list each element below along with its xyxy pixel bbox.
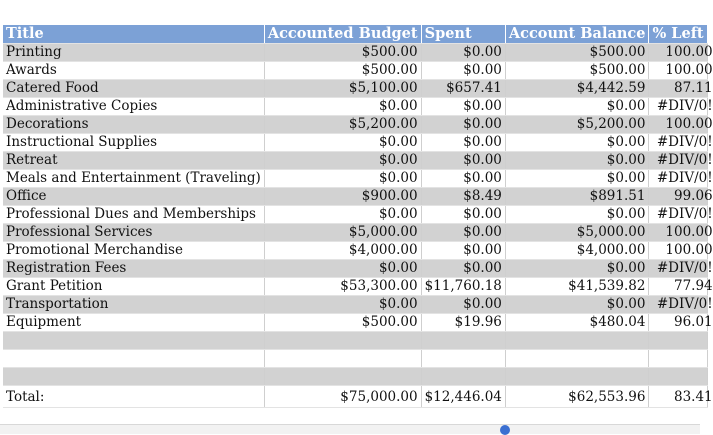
cell-budget[interactable]: $0.00 (264, 169, 421, 187)
cell-title[interactable]: Registration Fees (3, 259, 264, 277)
table-row (3, 115, 707, 133)
total-row (3, 385, 707, 407)
cell-title[interactable]: Equipment (3, 313, 264, 331)
cell-spent[interactable]: $0.00 (421, 169, 505, 187)
table-row (3, 151, 707, 169)
toolbar-strip (0, 0, 700, 25)
table-row (3, 277, 707, 295)
cell-balance[interactable]: $41,539.82 (505, 277, 649, 295)
total-label[interactable]: Total: (3, 385, 264, 407)
header-budget[interactable]: Accounted Budget (264, 25, 421, 43)
budget-table (3, 25, 713, 408)
cell-spent[interactable]: $0.00 (421, 295, 505, 313)
cell-budget[interactable]: $0.00 (264, 133, 421, 151)
blank-row (3, 331, 707, 349)
table-row (3, 187, 707, 205)
table-row (3, 313, 707, 331)
cell-title[interactable]: Promotional Merchandise (3, 241, 264, 259)
table-row (3, 295, 707, 313)
empty-cell[interactable] (505, 367, 649, 385)
percent-value: #DIV/0! (656, 97, 713, 114)
cell-percent-left[interactable] (649, 259, 713, 277)
cell-percent-left[interactable] (649, 169, 713, 187)
percent-value: 99.06 (673, 187, 713, 204)
cell-percent-left[interactable] (649, 277, 713, 295)
cell-balance[interactable]: $0.00 (505, 169, 649, 187)
cell-budget[interactable]: $500.00 (264, 43, 421, 61)
percent-value: 100.00 (665, 61, 713, 78)
cell-title[interactable]: Professional Dues and Memberships (3, 205, 264, 223)
sheet-bottom-bar (0, 424, 700, 434)
cell-budget[interactable]: $0.00 (264, 259, 421, 277)
percent-value: #DIV/0! (656, 133, 713, 150)
cell-title[interactable]: Awards (3, 61, 264, 79)
cell-title[interactable]: Office (3, 187, 264, 205)
cell-balance[interactable]: $480.04 (505, 313, 649, 331)
cell-balance[interactable]: $5,200.00 (505, 115, 649, 133)
percent-value: 77.94 (673, 277, 713, 294)
header-row (3, 25, 707, 43)
empty-cell[interactable] (264, 349, 421, 367)
cell-budget[interactable]: $0.00 (264, 97, 421, 115)
percent-value: 100.00 (665, 241, 713, 258)
percent-value: #DIV/0! (656, 259, 713, 276)
empty-cell[interactable] (505, 349, 649, 367)
cell-budget[interactable]: $4,000.00 (264, 241, 421, 259)
cell-percent-left[interactable] (649, 43, 713, 61)
table-row (3, 259, 707, 277)
cell-spent[interactable]: $0.00 (421, 133, 505, 151)
table-row (3, 241, 707, 259)
cell-balance[interactable]: $0.00 (505, 133, 649, 151)
empty-cell[interactable] (649, 349, 707, 367)
table-row (3, 205, 707, 223)
cell-spent[interactable]: $657.41 (421, 79, 505, 97)
cell-spent[interactable]: $0.00 (421, 241, 505, 259)
cell-balance[interactable]: $0.00 (505, 295, 649, 313)
cell-budget[interactable]: $0.00 (264, 151, 421, 169)
cell-percent-left[interactable] (649, 223, 713, 241)
blank-row (3, 367, 707, 385)
cell-budget[interactable]: $900.00 (264, 187, 421, 205)
cell-balance[interactable]: $0.00 (505, 259, 649, 277)
cell-balance[interactable]: $500.00 (505, 43, 649, 61)
table-row (3, 97, 707, 115)
cell-title[interactable]: Decorations (3, 115, 264, 133)
cell-balance[interactable]: $891.51 (505, 187, 649, 205)
cell-spent[interactable]: $0.00 (421, 259, 505, 277)
blank-row (3, 349, 707, 367)
cell-title[interactable]: Printing (3, 43, 264, 61)
empty-cell[interactable] (264, 331, 421, 349)
percent-value: #DIV/0! (656, 295, 713, 312)
header-title[interactable]: Title (3, 25, 264, 43)
total-budget[interactable]: $75,000.00 (264, 385, 421, 407)
empty-cell[interactable] (649, 331, 707, 349)
percent-value: #DIV/0! (656, 151, 713, 168)
cell-title[interactable]: Transportation (3, 295, 264, 313)
empty-cell[interactable] (3, 331, 264, 349)
empty-cell[interactable] (421, 367, 505, 385)
cell-percent-left[interactable] (649, 61, 713, 79)
total-spent[interactable]: $12,446.04 (421, 385, 505, 407)
cell-budget[interactable]: $5,200.00 (264, 115, 421, 133)
cell-title[interactable]: Catered Food (3, 79, 264, 97)
table-row (3, 169, 707, 187)
cell-title[interactable]: Meals and Entertainment (Traveling) (3, 169, 264, 187)
cell-balance[interactable]: $5,000.00 (505, 223, 649, 241)
cell-title[interactable]: Grant Petition (3, 277, 264, 295)
cell-spent[interactable]: $0.00 (421, 61, 505, 79)
empty-cell[interactable] (421, 349, 505, 367)
cell-spent[interactable]: $11,760.18 (421, 277, 505, 295)
table-row (3, 133, 707, 151)
cell-spent[interactable]: $0.00 (421, 151, 505, 169)
cell-spent[interactable]: $0.00 (421, 223, 505, 241)
cell-spent[interactable]: $0.00 (421, 97, 505, 115)
cell-percent-left[interactable] (649, 115, 713, 133)
empty-cell[interactable] (421, 331, 505, 349)
cell-percent-left[interactable] (649, 79, 713, 97)
empty-cell[interactable] (3, 349, 264, 367)
cell-percent-left[interactable] (649, 205, 713, 223)
empty-cell[interactable] (3, 367, 264, 385)
empty-cell[interactable] (649, 367, 707, 385)
cell-percent-left[interactable] (649, 241, 713, 259)
percent-value: #DIV/0! (656, 205, 713, 222)
percent-value: 100.00 (665, 43, 713, 60)
table-row (3, 223, 707, 241)
cell-budget[interactable]: $0.00 (264, 295, 421, 313)
empty-cell[interactable] (505, 331, 649, 349)
cell-title[interactable]: Instructional Supplies (3, 133, 264, 151)
total-percent-left[interactable] (649, 385, 713, 407)
cell-budget[interactable]: $500.00 (264, 313, 421, 331)
cell-balance[interactable]: $0.00 (505, 151, 649, 169)
table-row (3, 61, 707, 79)
cell-spent[interactable]: $0.00 (421, 205, 505, 223)
header-balance[interactable]: Account Balance (505, 25, 649, 43)
percent-value: 100.00 (665, 115, 713, 132)
cell-budget[interactable]: $5,000.00 (264, 223, 421, 241)
cell-budget[interactable]: $500.00 (264, 61, 421, 79)
percent-value: 100.00 (665, 223, 713, 240)
empty-cell[interactable] (264, 367, 421, 385)
cell-percent-left[interactable] (649, 97, 713, 115)
cell-balance[interactable]: $500.00 (505, 61, 649, 79)
status-indicator-icon (500, 425, 510, 435)
cell-percent-left[interactable] (649, 151, 713, 169)
cell-balance[interactable]: $0.00 (505, 205, 649, 223)
table-row (3, 43, 707, 61)
cell-balance[interactable]: $0.00 (505, 97, 649, 115)
cell-spent[interactable]: $19.96 (421, 313, 505, 331)
cell-title[interactable]: Administrative Copies (3, 97, 264, 115)
header-spent[interactable]: Spent (421, 25, 505, 43)
percent-value: 96.01 (673, 313, 713, 330)
cell-spent[interactable]: $0.00 (421, 43, 505, 61)
total-balance[interactable]: $62,553.96 (505, 385, 649, 407)
cell-percent-left[interactable] (649, 133, 713, 151)
header-left[interactable]: % Left (649, 25, 707, 43)
cell-balance[interactable]: $4,442.59 (505, 79, 649, 97)
cell-balance[interactable]: $4,000.00 (505, 241, 649, 259)
cell-budget[interactable]: $53,300.00 (264, 277, 421, 295)
cell-spent[interactable]: $8.49 (421, 187, 505, 205)
cell-title[interactable]: Professional Services (3, 223, 264, 241)
cell-percent-left[interactable] (649, 313, 713, 331)
cell-title[interactable]: Retreat (3, 151, 264, 169)
percent-value: 83.41 (673, 389, 713, 405)
cell-budget[interactable]: $5,100.00 (264, 79, 421, 97)
cell-percent-left[interactable] (649, 295, 713, 313)
percent-value: #DIV/0! (656, 169, 713, 186)
cell-percent-left[interactable] (649, 187, 713, 205)
percent-value: 87.11 (673, 79, 713, 96)
table-row (3, 79, 707, 97)
cell-spent[interactable]: $0.00 (421, 115, 505, 133)
cell-budget[interactable]: $0.00 (264, 205, 421, 223)
